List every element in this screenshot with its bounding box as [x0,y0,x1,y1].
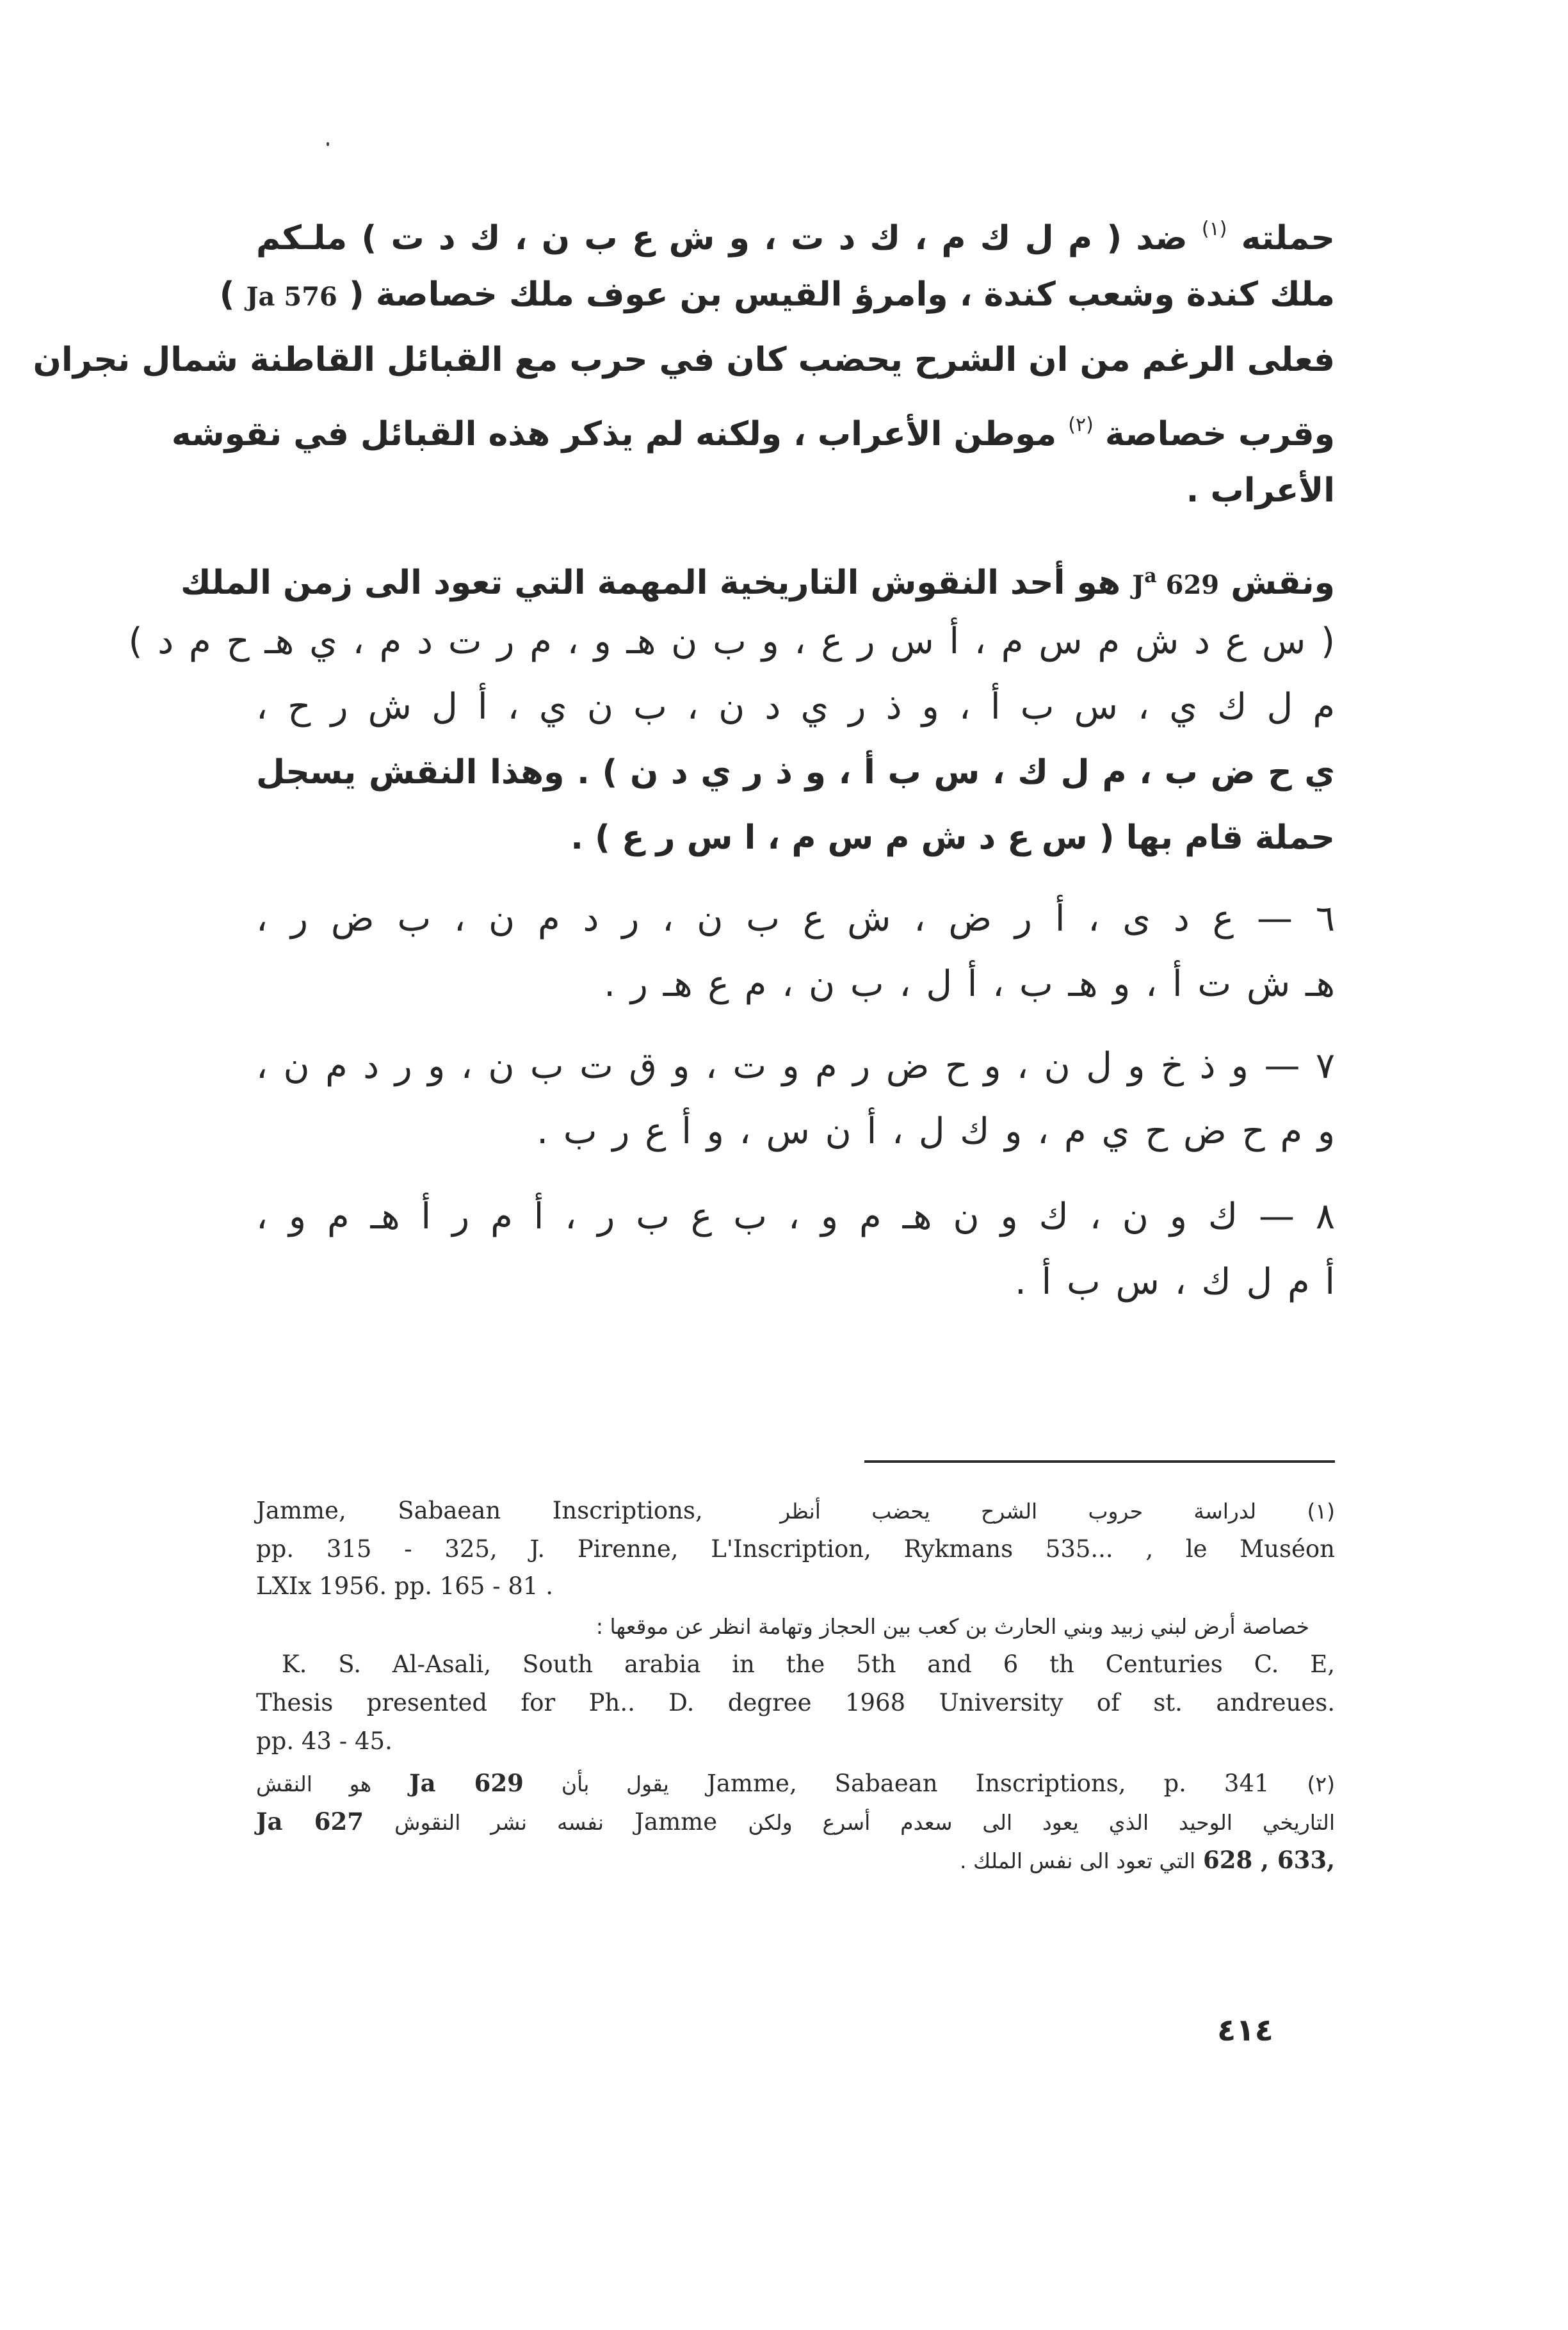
footnote-text: نفسه نشر النقوش [394,1810,604,1835]
text-run: ( س ع د ش م س م ، أ س ر ع ، و ب ن هـ و ، م ر ت د م ، ي هـ ح م د ) [128,621,1335,662]
inscription-ref [1132,565,1220,600]
footnote-1-line [256,1646,1335,1683]
footnote-text: التاريخي الوحيد الذي يعود الى سعدم أسرع ولكن [748,1810,1336,1835]
footnote-marker-text: (١) لدراسة حروب الشرح يحضب أنظر [780,1499,1335,1524]
footnote-marker: (٢) [1307,1772,1336,1796]
text-run: حملة قام بها ( س ع د ش م س م ، ا س ر ع ) . [570,819,1335,857]
inscription-ref: 628 , 633, [1203,1846,1335,1874]
text-run: حملته [1241,219,1335,257]
ref-number: 629 [1165,570,1220,600]
footnote-2-line [256,1841,1335,1880]
footnote-2-line [256,1764,1335,1803]
list-item-8 [256,1191,1335,1242]
list-item-8-cont [256,1257,1335,1308]
book-page [33,0,1336,2330]
text-run: موطن الأعراب ، ولكنه لم يذكر هذه القبائل في نقوشه [171,415,1057,453]
ref-sup: a [1144,565,1157,587]
footnote-text: خصاصة أرض لبني زبيد وبني الحارث بن كعب بين الحجاز وتهامة انظر عن موقعها : [595,1614,1309,1639]
text-run: أ م ل ك ، س ب أ . [1015,1261,1335,1303]
footnote-1-line [256,1531,1335,1568]
citation-text: K. S. Al-Asali, South arabia in the 5th and 6 th Centuries C. E, [282,1650,1335,1678]
body-line [256,747,1335,798]
citation-text: Jamme, Sabaean Inscriptions, [256,1497,703,1524]
body-line [256,204,1335,264]
inscription-ref: Ja 576 [246,282,337,312]
page-number: ٤١٤ [1217,2012,1273,2048]
footnote-text: التي تعود الى نفس الملك . [960,1848,1196,1873]
citation-text: pp. 43 - 45. [256,1727,392,1755]
text-run: ٨ — ك و ن ، ك و ن هـ م و ، ب ع ب ر ، أ م ر أ هـ م و ، [256,1196,1335,1237]
footnote-2-line [256,1803,1335,1841]
body-line [219,269,1335,323]
body-line [128,616,1335,667]
footnote-1-line [256,1568,1335,1605]
footnote-ref-2[interactable]: (٢) [1068,414,1094,436]
citation-text: Jamme, Sabaean Inscriptions, p. 341 [706,1770,1270,1797]
text-run: الأعراب . [1186,471,1335,510]
citation-text: pp. 315 - 325, J. Pirenne, L'Inscription, Rykmans 535... , le Muséon [256,1535,1335,1563]
text-run: ٧ — و ذ خ و ل ن ، و ح ض ر م و ت ، و ق ت ب ن ، و ر د م ن ، [256,1045,1335,1087]
body-line [256,812,1335,863]
text-run: هو أحد النقوش التاريخية المهمة التي تعود الى زمن الملك [181,564,1121,602]
inscription-ref: Ja 629 [409,1769,524,1797]
footnote-text: هو النقش [256,1772,372,1796]
text-run: فعلى الرغم من ان الشرح يحضب كان في حرب مع القبائل القاطنة شمال نجران [33,341,1335,379]
list-item-6 [256,893,1335,945]
ref-letter: J [1132,570,1145,600]
text-run: ونقش [1231,564,1335,602]
body-line [256,465,1335,516]
body-line [33,334,1335,386]
scan-speck [327,142,329,146]
footnote-text: يقول بأن [561,1772,669,1796]
text-run: هـ ش ت أ ، و هـ ب ، أ ل ، ب ن ، م ع هـ ر . [604,963,1335,1005]
footnote-ref-1[interactable]: (١) [1201,218,1227,240]
text-run: ) [219,275,235,314]
text-run: و م ح ض ح ي م ، و ك ل ، أ ن س ، و أ ع ر ب . [537,1111,1335,1152]
citation-text: Jamme [634,1808,718,1836]
list-item-7-cont [256,1106,1335,1157]
text-run: م ل ك ي ، س ب أ ، و ذ ر ي د ن ، ب ن ي ، أ ل ش ر ح ، [256,686,1335,728]
text-run: ٦ — ع د ى ، أ ر ض ، ش ع ب ن ، ر د م ن ، ب ض ر ، [256,898,1335,940]
text-run: وقرب خصاصة [1104,415,1335,453]
footnote-1-line [256,1608,1335,1645]
citation-text: LXIx 1956. pp. 165 - 81 . [256,1572,553,1600]
citation-text: Thesis presented for Ph.. D. degree 1968 University of st. andreues. [256,1689,1335,1716]
footnote-1-line [256,1723,1335,1760]
text-run: ضد ( م ل ك م ، ك د ت ، و ش ع ب ن ، ك د ت ) ملـكم [256,219,1188,257]
footnote-1-line [256,1492,1335,1530]
inscription-ref: Ja 627 [256,1807,364,1836]
list-item-7 [256,1041,1335,1092]
footnote-separator [864,1460,1335,1463]
text-run: ملك كندة وشعب كندة ، وامرؤ القيس بن عوف ملك خصاصة ( [349,275,1335,314]
text-run: ي ح ض ب ، م ل ك ، س ب أ ، و ذ ر ي د ن ) . وهذا النقش يسجل [256,753,1335,792]
body-line [256,681,1335,733]
body-line [181,551,1335,611]
list-item-6-cont [256,959,1335,1010]
footnote-1-line [256,1684,1335,1722]
body-line [171,400,1335,460]
